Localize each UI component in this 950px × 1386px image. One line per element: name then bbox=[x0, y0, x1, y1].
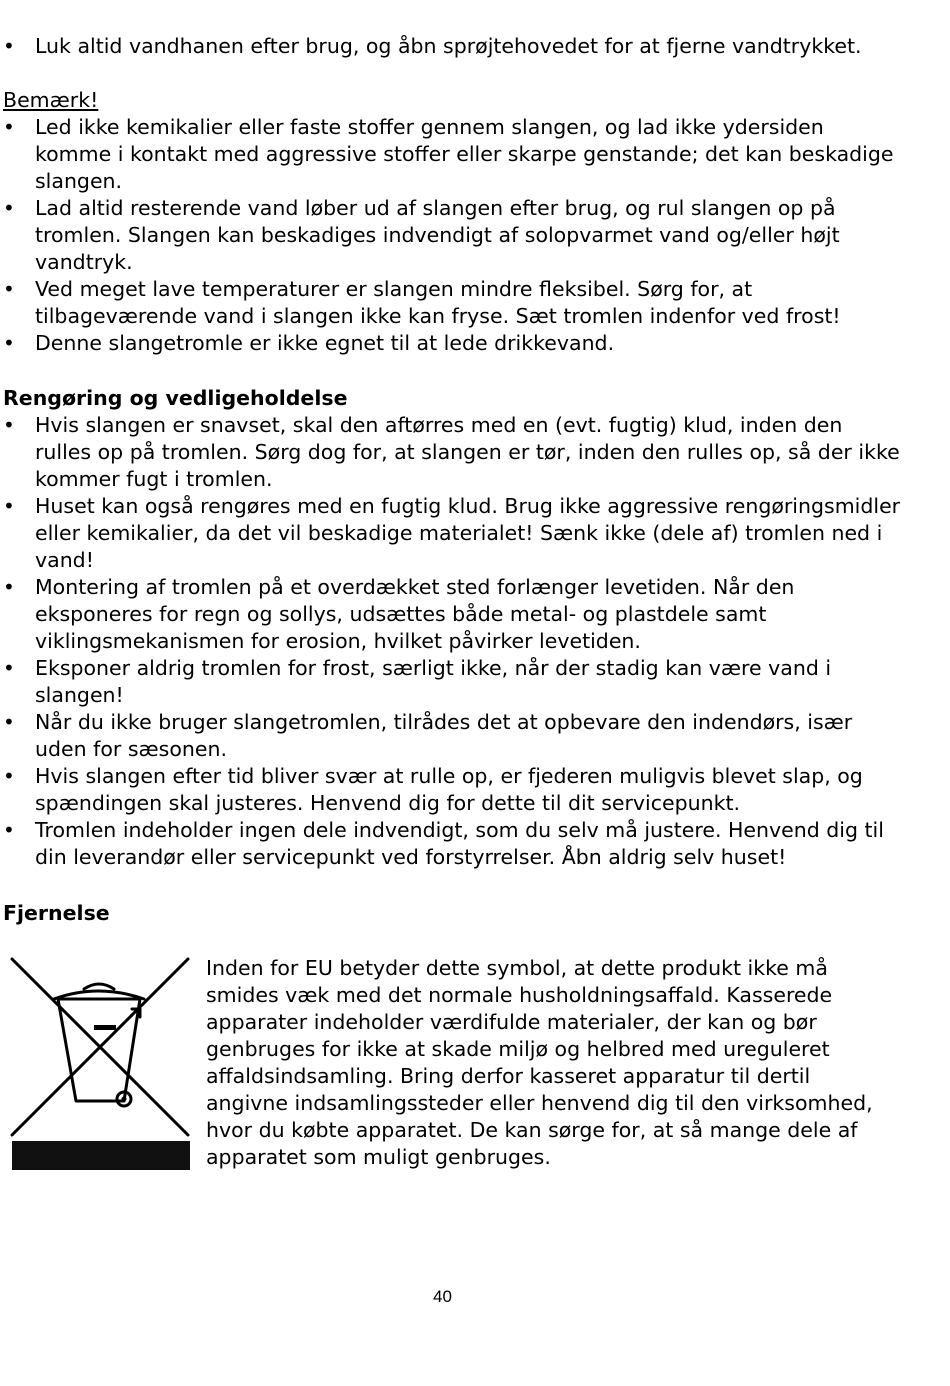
list-item: • Luk altid vandhanen efter brug, og åbn sprøjtehovedet for at fjerne vandtrykket. bbox=[3, 33, 903, 60]
note-label: Bemærk! bbox=[3, 88, 99, 112]
list-item: • Når du ikke bruger slangetromlen, tilrådes det at opbevare den indendørs, især uden for sæsonen. bbox=[3, 709, 903, 763]
list-item: • Montering af tromlen på et overdækket sted forlænger levetiden. Når den eksponeres for regn og sollys, udsættes både metal- og plastdele samt viklingsmekanismen for erosion, hvilket påvirker levetiden. bbox=[3, 574, 903, 655]
list-item: • Eksponer aldrig tromlen for frost, særligt ikke, når der stadig kan være vand i slangen! bbox=[3, 655, 903, 709]
list-item: • Hvis slangen efter tid bliver svær at rulle op, er fjederen muligvis blevet slap, og spændingen skal justeres. Henvend dig for dette til dit servicepunkt. bbox=[3, 763, 903, 817]
list-item: • Huset kan også rengøres med en fugtig klud. Brug ikke aggressive rengøringsmidler eller kemikalier, da det vil beskadige materialet! Sænk ikke (dele af) tromlen ned i vand! bbox=[3, 493, 903, 574]
list-item: • Hvis slangen er snavset, skal den aftørres med en (evt. fugtig) klud, inden den rulles op på tromlen. Sørg dog for, at slangen er tør, inden den rulles op, så der ikke kommer fugt i tromlen. bbox=[3, 412, 903, 493]
cleaning-bullet-list bbox=[3, 412, 903, 871]
disposal-heading: Fjernelse bbox=[3, 901, 110, 925]
list-item: • Denne slangetromle er ikke egnet til at lede drikkevand. bbox=[3, 330, 903, 357]
top-bullet-list bbox=[3, 33, 903, 60]
cleaning-heading: Rengøring og vedligeholdelse bbox=[3, 386, 348, 410]
disposal-paragraph: Inden for EU betyder dette symbol, at dette produkt ikke må smides væk med det normale husholdningsaffald. Kasserede apparater indeholder værdifulde materialer, der kan og bør genbruges for ikke at skade miljø og helbred med ureguleret affaldsindsamling. Bring derfor kasseret apparatur til dertil angivne indsamlingssteder eller henvend dig til den virksomhed, hvor du købte apparatet. De kan sørge for, at så mange dele af apparatet som muligt genbruges. bbox=[206, 956, 873, 1169]
list-item: • Tromlen indeholder ingen dele indvendigt, som du selv må justere. Henvend dig til din leverandør eller servicepunkt ved forstyrrelser. Åbn aldrig selv huset! bbox=[3, 817, 903, 871]
list-item: • Led ikke kemikalier eller faste stoffer gennem slangen, og lad ikke ydersiden komme i kontakt med aggressive stoffer eller skarpe genstande; det kan beskadige slangen. bbox=[3, 114, 903, 195]
list-item: • Lad altid resterende vand løber ud af slangen efter brug, og rul slangen op på tromlen. Slangen kan beskadiges indvendigt af solopvarmet vand og/eller højt vandtryk. bbox=[3, 195, 903, 276]
note-bullet-list bbox=[3, 114, 903, 357]
page-number: 40 bbox=[433, 1287, 452, 1306]
list-item: • Ved meget lave temperaturer er slangen mindre fleksibel. Sørg for, at tilbageværende vand i slangen ikke kan fryse. Sæt tromlen indenfor ved frost! bbox=[3, 276, 903, 330]
crossed-out-wheelie-bin-icon bbox=[10, 957, 192, 1173]
